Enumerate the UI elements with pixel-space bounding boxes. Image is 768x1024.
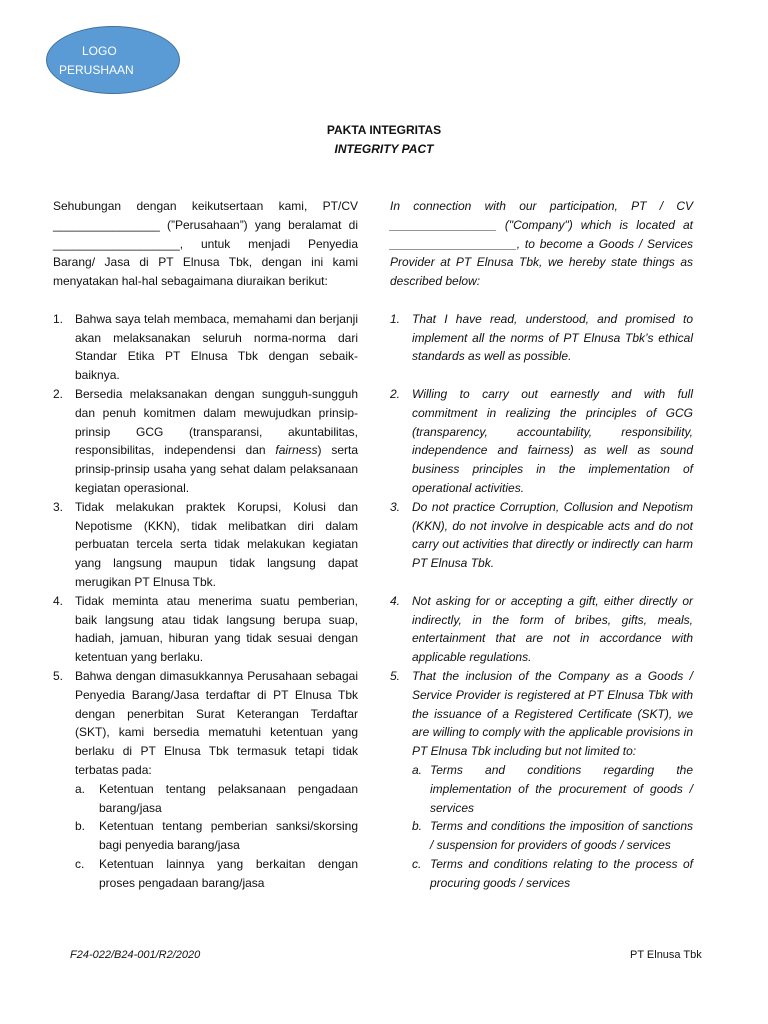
list-item: 2. Willing to carry out earnestly and with full commitment in realizing the principles of GCG (transparency, accountability, responsibility, independence and fairness) as well as sound business principles in the implementation of operational activities. (390, 386, 693, 495)
sub-list-item: a. Ketentuan tentang pelaksanaan pengadaan barang/jasa (75, 781, 358, 815)
list-item: 5. Bahwa dengan dimasukkannya Perusahaan sebagai Penyedia Barang/Jasa terdaftar di PT Elnusa Tbk dengan penerbitan Surat Keterangan Terdaftar (SKT), kami bersedia mematuhi ketentuan yang berlaku di PT Elnusa Tbk termasuk tetapi tidak terbatas pada: (53, 668, 358, 777)
intro-paragraph-en: In connection with our participation, PT / CV ________________ ("Company") which is located at ___________________, to become a Goods / Services Provider at PT Elnusa Tbk, we hereby state things as described below: (390, 199, 693, 289)
footer-company-name: PT Elnusa Tbk (630, 949, 702, 961)
list-item: 1. That I have read, understood, and promised to implement all the norms of PT Elnusa Tbk’s ethical standards as well as possible. (390, 311, 693, 364)
sub-list-item: a. Terms and conditions regarding the implementation of the procurement of goods / services (412, 762, 693, 815)
list-item: 4. Not asking for or accepting a gift, either directly or indirectly, in the form of bribes, gifts, meals, entertainment that are not in accordance with applicable regulations. (390, 593, 693, 665)
sub-list-item: c. Ketentuan lainnya yang berkaitan dengan proses pengadaan barang/jasa (75, 856, 358, 890)
document-subtitle: INTEGRITY PACT (334, 142, 434, 156)
sub-list-item: b. Ketentuan tentang pemberian sanksi/skorsing bagi penyedia barang/jasa (75, 819, 358, 853)
document-title: PAKTA INTEGRITAS (326, 123, 442, 137)
indonesian-column (53, 197, 358, 892)
list-item: 4. Tidak meminta atau menerima suatu pemberian, baik langsung atau tidak langsung berupa suap, hadiah, jamuan, hiburan yang tidak sesuai dengan ketentuan yang berlaku. (53, 593, 358, 665)
company-logo-placeholder (46, 26, 180, 94)
list-item: 2. Bersedia melaksanakan dengan sungguh-sungguh dan penuh komitmen dalam mewujudkan prinsip-prinsip GCG (transparansi, akuntabilitas, responsibilitas, independensi dan fairness) serta prinsip-prinsip usaha yang sehat dalam pelaksanaan kegiatan operasional. (53, 386, 358, 495)
intro-paragraph-id: Sehubungan dengan keikutsertaan kami, PT/CV ________________ (”Perusahaan”) yang beralamat di ___________________, untuk menjadi Penyedia Barang/ Jasa di PT Elnusa Tbk, dengan ini kami menyatakan hal-hal sebagaimana diuraikan berikut: (53, 199, 358, 289)
sub-list-item: c. Terms and conditions relating to the process of procuring goods / services (412, 856, 693, 890)
list-item: 5. That the inclusion of the Company as a Goods / Service Provider is registered at PT Elnusa Tbk with the issuance of a Registered Certificate (SKT), we are willing to comply with the applicable provisions in PT Elnusa Tbk including but not limited to: (390, 668, 693, 759)
logo-text-line2: PERUSHAAN (59, 63, 134, 77)
list-item: 1. Bahwa saya telah membaca, memahami dan berjanji akan melaksanakan seluruh norma-norma dari Standar Etika PT Elnusa Tbk dengan sebaik-baiknya. (53, 311, 358, 383)
list-item: 3. Tidak melakukan praktek Korupsi, Kolusi dan Nepotisme (KKN), tidak melibatkan diri dalam perbuatan tercela serta tidak melakukan kegiatan yang langsung maupun tidak langsung dapat merugikan PT Elnusa Tbk. (53, 499, 358, 589)
sub-list-item: b. Terms and conditions the imposition of sanctions / suspension for providers of goods / services (412, 819, 693, 853)
english-column (390, 197, 693, 892)
logo-text-line1: LOGO (82, 44, 117, 58)
list-item: 3. Do not practice Corruption, Collusion and Nepotism (KKN), do not involve in despicable acts and do not carry out activities that directly or indirectly can harm PT Elnusa Tbk. (390, 499, 693, 571)
document-code: F24-022/B24-001/R2/2020 (70, 949, 201, 961)
